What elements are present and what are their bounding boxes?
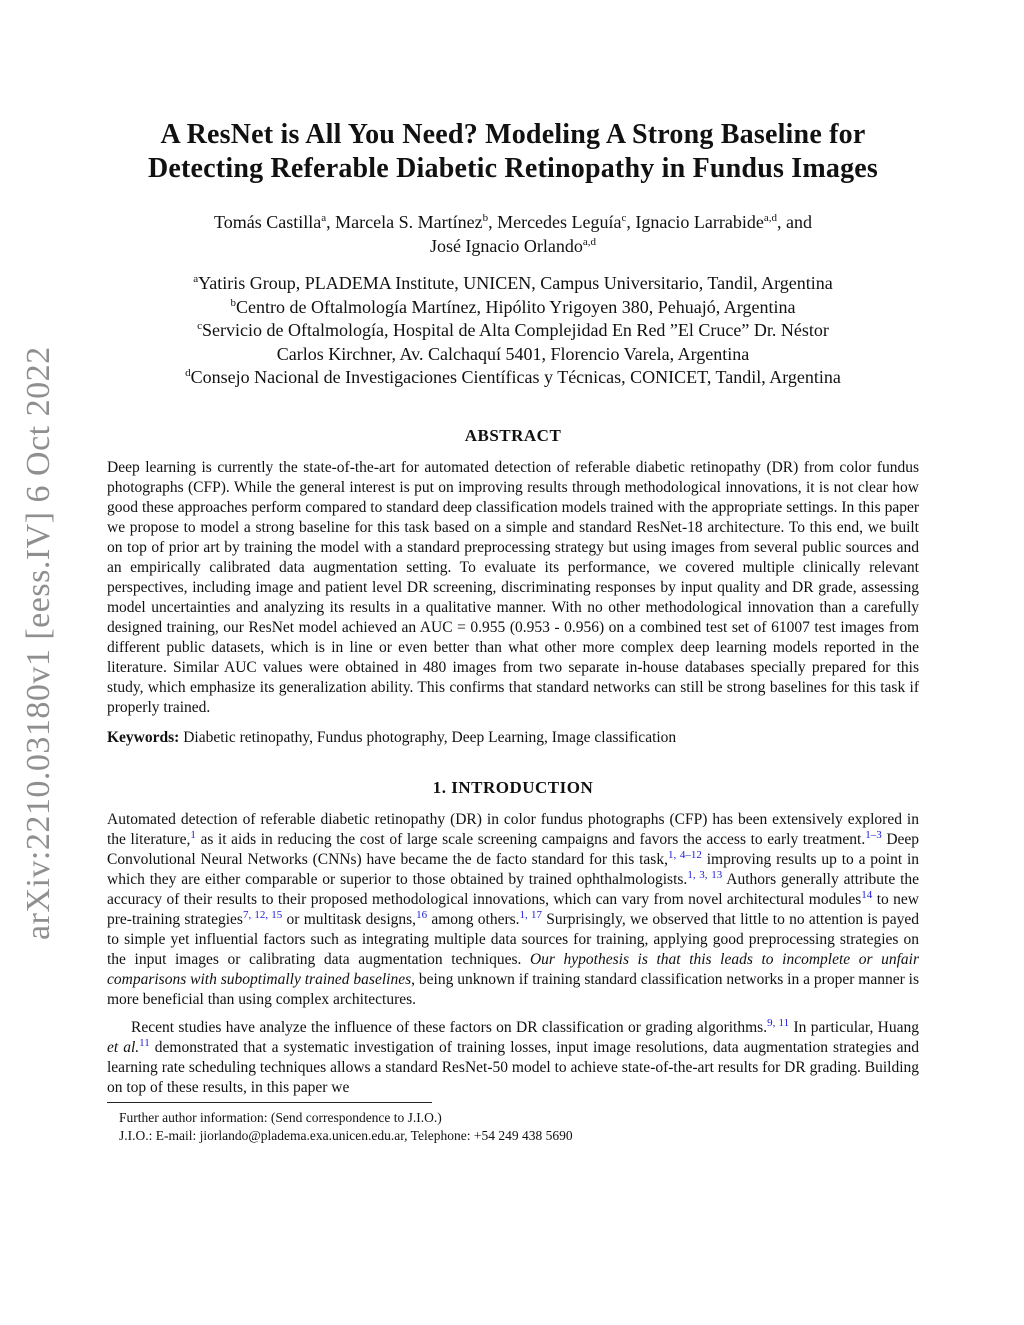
affiliation-d: Consejo Nacional de Investigaciones Científicas y Técnicas, CONICET, Tandil, Argentina xyxy=(190,367,841,387)
citation-link[interactable]: 1, 4–12 xyxy=(667,848,702,861)
intro-paragraph-1 xyxy=(107,810,919,1010)
citation-link[interactable]: 7, 12, 15 xyxy=(242,908,283,921)
hypothesis-text: Our hypothesis is that this leads to incomplete or unfair comparisons with suboptimally trained baselines xyxy=(107,950,919,988)
citation-link[interactable]: 1, 3, 13 xyxy=(687,868,723,881)
text-run: demonstrated that a systematic investigation of training losses, input image resolutions, data augmentation strategies and learning rate scheduling techniques allows a standard ResNet-50 model to achieve state-of-the-art results for DR grading. Building on top of these results, in this paper we xyxy=(107,1038,919,1096)
affil-mark: b xyxy=(230,296,237,309)
text-run: to new pre-training strategies xyxy=(107,890,919,928)
title-line-2: Detecting Referable Diabetic Retinopathy in Fundus Images xyxy=(147,153,879,184)
author-name: , Ignacio Larrabide xyxy=(626,212,764,232)
affiliation-b: Centro de Oftalmología Martínez, Hipólito Yrigoyen 380, Pehuajó, Argentina xyxy=(236,296,796,317)
author-affil-mark: b xyxy=(482,212,489,224)
affiliation-c: Servicio de Oftalmología, Hospital de Alta Complejidad En Red ”El Cruce” Dr. Néstor xyxy=(202,320,829,340)
citation-link[interactable]: 16 xyxy=(416,908,428,921)
affiliation-c-cont: Carlos Kirchner, Av. Calchaquí 5401, Florencio Varela, Argentina xyxy=(276,343,750,364)
author-name: Tomás Castilla xyxy=(214,212,322,232)
keywords-label: Keywords: xyxy=(107,728,180,746)
text-run: Deep Convolutional Neural Networks (CNNs) have became the de facto standard for this task, xyxy=(107,830,920,868)
text-run: , being unknown if training standard classification networks in a proper manner is more beneficial than using complex architectures. xyxy=(107,970,920,1008)
author-affil-mark: c xyxy=(621,212,627,224)
affil-mark: c xyxy=(197,320,203,332)
keywords xyxy=(107,728,919,748)
citation-link[interactable]: 11 xyxy=(139,1036,150,1049)
footnote-contact: J.I.O.: E-mail: jiorlando@pladema.exa.unicen.edu.ar, Telephone: +54 249 438 5690 xyxy=(119,1127,573,1143)
citation-link[interactable]: 1–3 xyxy=(865,828,882,841)
arxiv-identifier: arXiv:2210.03180v1 [eess.IV] 6 Oct 2022 xyxy=(20,346,57,940)
text-run: Automated detection of referable diabetic retinopathy (DR) in color fundus photographs (CFP) has been extensively explored in the literature, xyxy=(107,810,919,848)
text-run: improving results up to a point in which they are either comparable or superior to those obtained by trained ophthalmologists. xyxy=(107,850,920,888)
paper-title xyxy=(107,118,919,186)
introduction-heading: 1. INTRODUCTION xyxy=(432,777,594,797)
text-run: Surprisingly, we observed that little to no attention is payed to simple yet influential factors such as integrating multiple data sources for training, applying good preprocessing strategies on the input images or calibrating data augmentation techniques. xyxy=(107,910,919,968)
citation-link[interactable]: 9, 11 xyxy=(767,1016,790,1029)
text-run: Recent studies have analyze the influence of these factors on DR classification or grading algorithms. xyxy=(131,1018,768,1036)
author-conjunction: , and xyxy=(776,212,812,232)
citation-link[interactable]: 1, 17 xyxy=(519,908,542,921)
text-run: In particular, Huang xyxy=(789,1018,920,1036)
author-list xyxy=(107,210,919,258)
footnote-correspondence: Further author information: (Send correspondence to J.I.O.) xyxy=(119,1109,442,1125)
abstract-heading: ABSTRACT xyxy=(464,425,562,445)
author-name: , Mercedes Leguía xyxy=(488,212,622,232)
footnote-divider xyxy=(107,1102,432,1103)
affiliation-list xyxy=(107,272,919,390)
text-run: et al. xyxy=(107,1038,140,1056)
affiliation-a: Yatiris Group, PLADEMA Institute, UNICEN, Campus Universitario, Tandil, Argentina xyxy=(198,273,833,293)
author-affil-mark: a,d xyxy=(763,212,777,224)
citation-link[interactable]: 14 xyxy=(861,888,873,901)
paper-page xyxy=(107,118,919,1145)
text-run: as it aids in reducing the cost of large scale screening campaigns and favors the access to early treatment. xyxy=(195,830,866,848)
keywords-list: Diabetic retinopathy, Fundus photography, Deep Learning, Image classification xyxy=(179,728,677,746)
text-run: among others. xyxy=(427,910,520,928)
affil-mark: d xyxy=(185,367,191,379)
abstract-text: Deep learning is currently the state-of-the-art for automated detection of referable diabetic retinopathy (DR) from color fundus photographs (CFP). While the general interest is put on improving results through methodological innovations, it is not clear how good these approaches perform compared to standard deep classification models trained with the appropriate settings. In this paper we propose to model a strong baseline for this task based on a simple and standard ResNet-18 architecture. To this end, we built on top of prior art by training the model with a standard preprocessing strategy but using images from several public sources and an empirically calibrated data augmentation setting. To evaluate its performance, we covered multiple clinically relevant perspectives, including image and patient level DR screening, discriminating responses by input quality and DR grade, assessing model uncertainties and analyzing its results in a qualitative manner. With no other methodological innovation than a carefully designed training, our ResNet model achieved an AUC = 0.955 (0.953 - 0.956) on a combined test set of 61007 test images from different public datasets, which is in line or even better than what other more complex deep learning models reported in the literature. Similar AUC values were obtained in 480 images from two separate in-house databases specially prepared for this study, which emphasize its generalization ability. This confirms that standard networks can still be strong baselines for this task if properly trained. xyxy=(107,458,919,716)
affil-mark: a xyxy=(193,273,199,285)
author-name: , Marcela S. Martínez xyxy=(326,212,483,232)
author-name: José Ignacio Orlando xyxy=(429,236,583,256)
author-affil-mark: a xyxy=(321,212,327,224)
title-line-1: A ResNet is All You Need? Modeling A Strong Baseline for xyxy=(160,119,866,150)
citation-link[interactable]: 1 xyxy=(190,828,196,841)
text-run: Authors generally attribute the accuracy of their results to their proposed methodological innovations, which can vary from novel architectural modules xyxy=(107,870,919,908)
text-run: or multitask designs, xyxy=(282,910,417,928)
author-affil-mark: a,d xyxy=(582,236,597,248)
intro-paragraph-2 xyxy=(107,1018,919,1098)
